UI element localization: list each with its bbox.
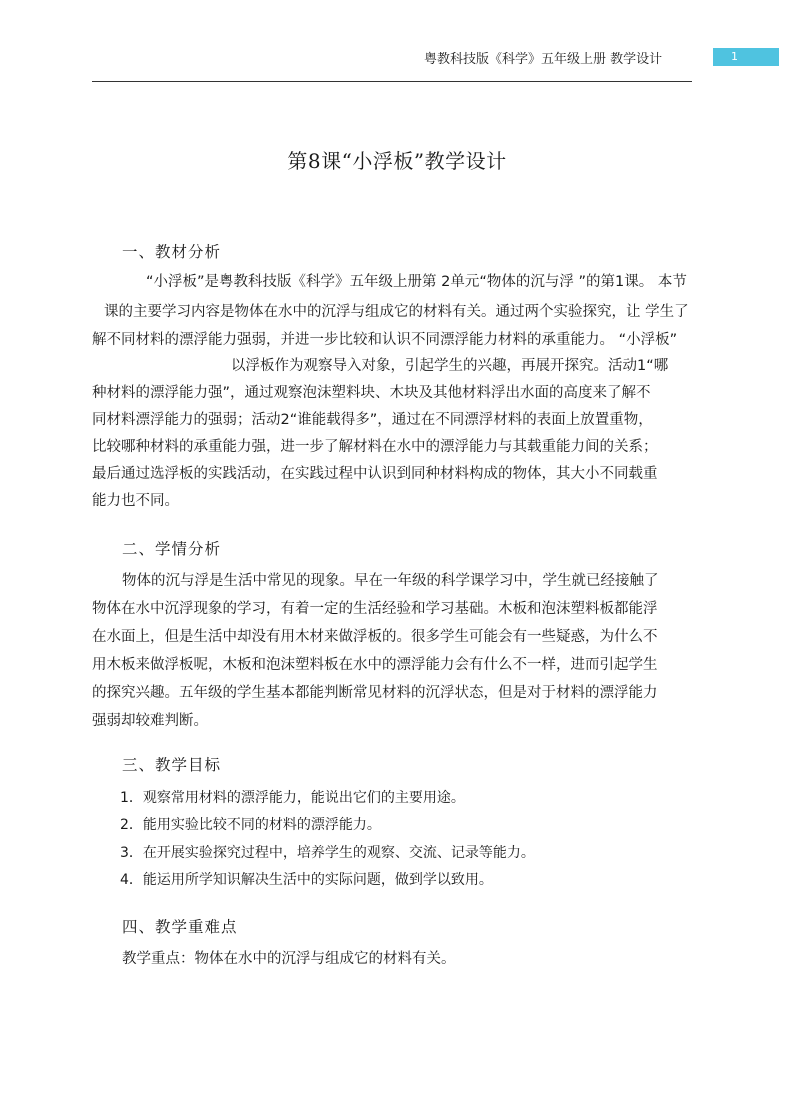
paragraph-line: 种材料的漂浮能力强”，通过观察泡沫塑料块、木块及其他材料浮出水面的高度来了解不 [92,385,651,401]
paragraph-line: 用木板来做浮板呢，木板和泡沫塑料板在水中的漂浮能力会有什么不一样，进而引起学生 [92,657,658,673]
section-heading: 三、教学目标 [122,756,222,774]
paragraph-line: 课的主要学习内容是物体在水中的沉浮与组成它的材料有关。通过两个实验探究，让 学生了 [104,304,689,320]
section-heading: 一、教材分析 [122,243,222,261]
paragraph-line: 物体在水中沉浮现象的学习，有着一定的生活经验和学习基础。木板和泡沫塑料板都能浮 [92,601,658,617]
paragraph-line: 教学重点：物体在水中的沉浮与组成它的材料有关。 [122,951,456,967]
objective-item: 3．在开展实验探究过程中，培养学生的观察、交流、记录等能力。 [120,845,535,861]
section-heading: 二、学情分析 [122,540,222,558]
paragraph-line: 物体的沉与浮是生活中常见的现象。早在一年级的科学课学习中，学生就已经接触了 [122,573,659,589]
paragraph-line: 能力也不同。 [92,493,179,509]
page-number-badge: 1 [713,48,779,66]
paragraph-line: 强弱却较难判断。 [92,713,208,729]
paragraph-line: “小浮板”是粤教科技版《科学》五年级上册第 2单元“物体的沉与浮 ”的第1课。 本节 [146,274,687,290]
document-title: 第8课“小浮板”教学设计 [287,149,507,173]
header-text: 粤教科技版《科学》五年级上册 教学设计 [424,52,663,67]
objective-item: 2．能用实验比较不同的材料的漂浮能力。 [120,817,381,833]
paragraph-line: 同材料漂浮能力的强弱；活动2“谁能载得多”，通过在不同漂浮材料的表面上放置重物， [92,412,653,428]
paragraph-line: 比较哪种材料的承重能力强，进一步了解材料在水中的漂浮能力与其载重能力间的关系； [92,439,658,455]
paragraph-line: 解不同材料的漂浮能力强弱，并进一步比较和认识不同漂浮能力材料的承重能力。 “小浮板” [92,332,678,348]
paragraph-line: 以浮板作为观察导入对象，引起学生的兴趣，再展开探究。活动1“哪 [231,358,669,374]
paragraph-line: 在水面上，但是生活中却没有用木材来做浮板的。很多学生可能会有一些疑惑，为什么不 [92,629,658,645]
section-heading: 四、教学重难点 [122,918,238,936]
paragraph-line: 的探究兴趣。五年级的学生基本都能判断常见材料的沉浮状态，但是对于材料的漂浮能力 [92,685,658,701]
paragraph-line: 最后通过选浮板的实践活动，在实践过程中认识到同种材料构成的物体，其大小不同载重 [92,466,658,482]
objective-item: 1．观察常用材料的漂浮能力，能说出它们的主要用途。 [120,790,465,806]
header-divider [92,81,692,82]
objective-item: 4．能运用所学知识解决生活中的实际问题，做到学以致用。 [120,872,493,888]
